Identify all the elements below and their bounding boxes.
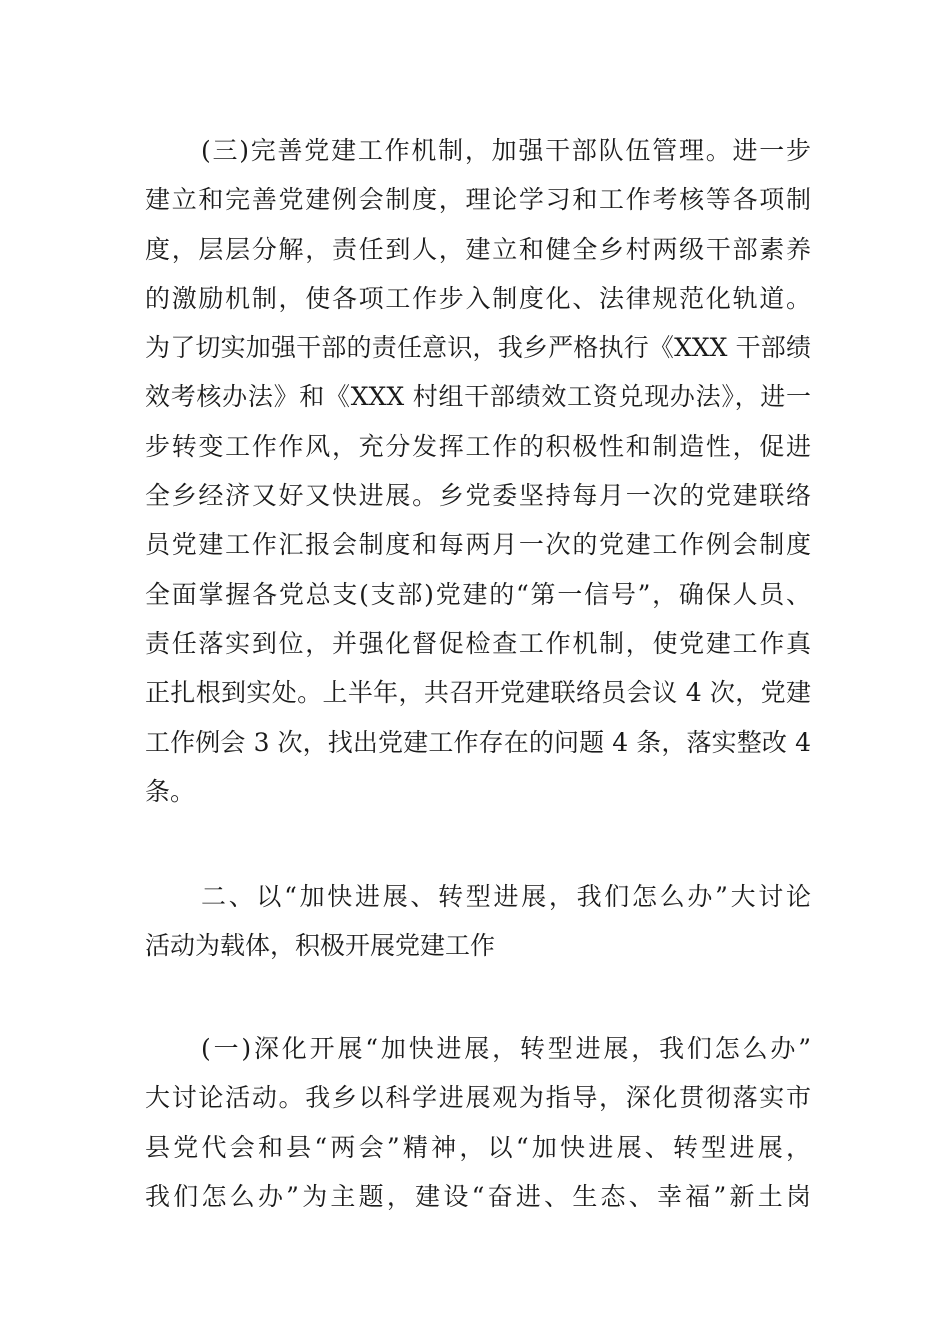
paragraph-line: 全面掌握各党总支(支部)党建的“第一信号”，确保人员、 bbox=[145, 579, 811, 609]
paragraph-line: 工作例会 3 次，找出党建工作存在的问题 4 条，落实整改 4 bbox=[145, 727, 811, 757]
paragraph-line: (一)深化开展“加快进展，转型进展，我们怎么办” bbox=[201, 1034, 811, 1063]
paragraph-line: 全乡经济又好又快进展。乡党委坚持每月一次的党建联络 bbox=[145, 481, 811, 511]
heading-line: 二、以“加快进展、转型进展，我们怎么办”大讨论 bbox=[201, 882, 811, 911]
paragraph-line: 正扎根到实处。上半年，共召开党建联络员会议 4 次，党建 bbox=[145, 678, 811, 708]
paragraph-line: 效考核办法》和《XXX 村组干部绩效工资兑现办法》，进一 bbox=[145, 382, 811, 412]
paragraph-line: 员党建工作汇报会制度和每两月一次的党建工作例会制度 bbox=[145, 530, 811, 560]
paragraph-line: 步转变工作作风，充分发挥工作的积极性和制造性，促进 bbox=[145, 431, 811, 461]
paragraph-line: 条。 bbox=[145, 776, 196, 806]
paragraph-line: 建立和完善党建例会制度，理论学习和工作考核等各项制 bbox=[145, 185, 811, 215]
section-heading bbox=[145, 872, 811, 971]
paragraph-line: 责任落实到位，并强化督促检查工作机制，使党建工作真 bbox=[145, 628, 811, 658]
paragraph-line: 大讨论活动。我乡以科学进展观为指导，深化贯彻落实市 bbox=[145, 1083, 811, 1113]
heading-line: 活动为载体，积极开展党建工作 bbox=[145, 931, 496, 961]
paragraph-discussion-activity bbox=[145, 1024, 811, 1221]
paragraph-line: 我们怎么办”为主题，建设“奋进、生态、幸福”新土岗 bbox=[145, 1181, 811, 1211]
paragraph-line: 县党代会和县“两会”精神，以“加快进展、转型进展， bbox=[145, 1132, 811, 1162]
paragraph-line: (三)完善党建工作机制，加强干部队伍管理。进一步 bbox=[201, 136, 811, 165]
paragraph-line: 的激励机制，使各项工作步入制度化、法律规范化轨道。 bbox=[145, 283, 811, 313]
paragraph-party-building-mechanism bbox=[145, 126, 811, 816]
paragraph-line: 度，层层分解，责任到人，建立和健全乡村两级干部素养 bbox=[145, 234, 811, 264]
paragraph-line: 为了切实加强干部的责任意识，我乡严格执行《XXX 干部绩 bbox=[145, 333, 811, 363]
